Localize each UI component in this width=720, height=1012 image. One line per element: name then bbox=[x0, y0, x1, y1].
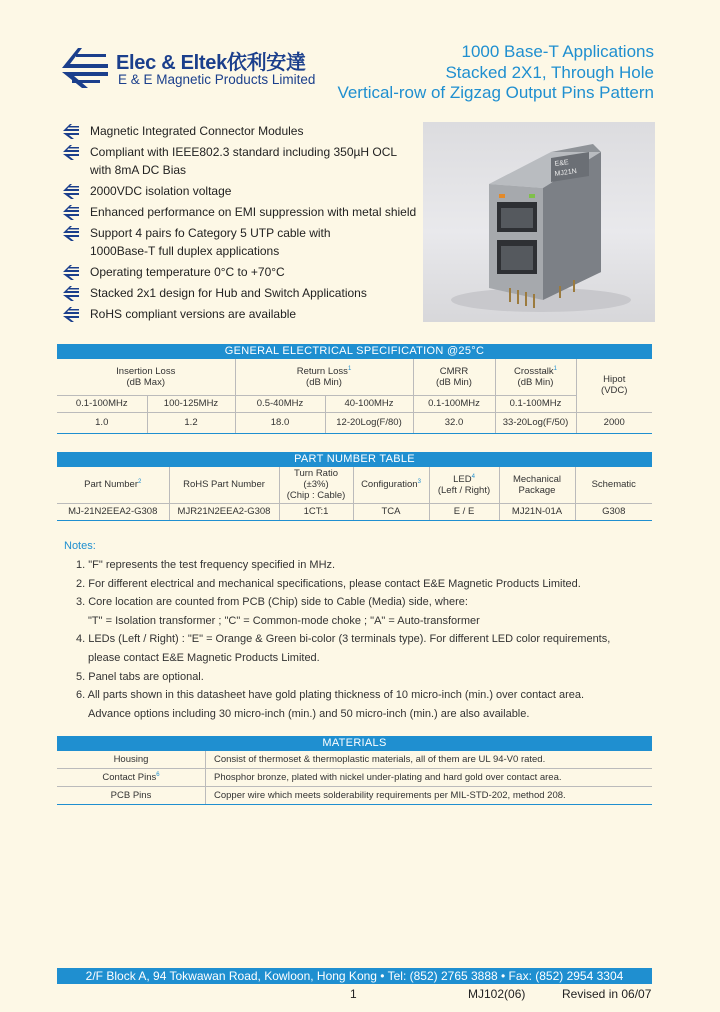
feature-text: Support 4 pairs fo Category 5 UTP cable with bbox=[90, 226, 331, 240]
materials-row bbox=[57, 787, 652, 805]
note-item: 5. Panel tabs are optional. bbox=[76, 670, 204, 683]
bullet-icon bbox=[62, 183, 80, 204]
material-key: Contact Pins$^6$ bbox=[57, 769, 206, 787]
freq-cell: 100-125MHz bbox=[147, 395, 235, 412]
jack-label-1: E&E bbox=[554, 159, 570, 168]
value-cell: 18.0 bbox=[235, 412, 325, 433]
part-cell: 1CT:1 bbox=[279, 503, 353, 520]
page-number: 1 bbox=[350, 987, 357, 1001]
material-value: Phosphor bronze, plated with nickel under-plating and hard gold over contact area. bbox=[206, 769, 653, 787]
mechanical-header: Mechanical Package bbox=[499, 467, 575, 503]
revision-date: Revised in 06/07 bbox=[562, 987, 652, 1001]
electrical-spec-section bbox=[57, 344, 652, 434]
title-line-1: 1000 Base-T Applications bbox=[461, 42, 654, 61]
bullet-icon bbox=[62, 264, 80, 285]
notes-title: Notes: bbox=[64, 540, 96, 552]
value-cell: 12-20Log(F/80) bbox=[325, 412, 413, 433]
freq-cell: 0.5-40MHz bbox=[235, 395, 325, 412]
electrical-spec-title: GENERAL ELECTRICAL SPECIFICATION @25°C bbox=[57, 344, 652, 359]
document-number: MJ102(06) bbox=[468, 987, 526, 1001]
rohs-part-header: RoHS Part Number bbox=[169, 467, 279, 503]
material-key: Housing bbox=[57, 751, 206, 769]
part-cell: MJ21N-01A bbox=[499, 503, 575, 520]
feature-item bbox=[60, 143, 420, 179]
value-cell: 32.0 bbox=[413, 412, 495, 433]
led-header: LED$^4$ (Left / Right) bbox=[429, 467, 499, 503]
company-logo-icon bbox=[60, 44, 112, 92]
footer-address: 2/F Block A, 94 Tokwawan Road, Kowloon, Hong Kong • Tel: (852) 2765 3888 • Fax: (852) 2954 3304 bbox=[57, 968, 652, 984]
document-title bbox=[337, 42, 654, 104]
material-value: Copper wire which meets solderability requirements per MIL-STD-202, method 208. bbox=[206, 787, 653, 805]
materials-row bbox=[57, 751, 652, 769]
part-cell: MJ-21N2EEA2-G308 bbox=[57, 503, 169, 520]
note-item: 4. LEDs (Left / Right) : "E" = Orange & Green bi-color (3 terminals type). For different LED color requirements, please contact E&E Magnetic Products Limited. bbox=[76, 633, 611, 664]
material-value: Consist of thermoset & thermoplastic materials, all of them are UL 94-V0 rated. bbox=[206, 751, 653, 769]
freq-cell: 0.1-100MHz bbox=[413, 395, 495, 412]
feature-list bbox=[60, 122, 420, 326]
part-row bbox=[57, 503, 652, 520]
bullet-icon bbox=[62, 285, 80, 306]
part-cell: G308 bbox=[575, 503, 652, 520]
product-photo bbox=[423, 122, 655, 322]
feature-text: Operating temperature 0°C to +70°C bbox=[90, 265, 285, 279]
feature-item bbox=[60, 203, 420, 221]
bullet-icon bbox=[62, 144, 80, 165]
materials-row bbox=[57, 769, 652, 787]
company-subtitle: E & E Magnetic Products Limited bbox=[118, 72, 316, 87]
part-number-table bbox=[57, 467, 652, 521]
bullet-icon bbox=[62, 225, 80, 246]
materials-table bbox=[57, 751, 652, 805]
turn-ratio-header: Turn Ratio (±3%) (Chip : Cable) bbox=[279, 467, 353, 503]
feature-item bbox=[60, 263, 420, 281]
freq-cell: 0.1-100MHz bbox=[57, 395, 147, 412]
value-cell: 2000 bbox=[576, 412, 652, 433]
material-key: PCB Pins bbox=[57, 787, 206, 805]
feature-item bbox=[60, 122, 420, 140]
note-item: 3. Core location are counted from PCB (Chip) side to Cable (Media) side, where: "T" = Isolation transformer ; "C" = Common-mode choke ; "A" = Auto-transformer bbox=[76, 596, 480, 627]
electrical-spec-table bbox=[57, 359, 652, 434]
value-cell: 1.0 bbox=[57, 412, 147, 433]
return-loss-header: Return Loss$^1$ (dB Min) bbox=[235, 359, 413, 395]
feature-text: Stacked 2x1 design for Hub and Switch Applications bbox=[90, 286, 367, 300]
value-cell: 1.2 bbox=[147, 412, 235, 433]
feature-text: Enhanced performance on EMI suppression with metal shield bbox=[90, 205, 417, 219]
frequency-row bbox=[57, 395, 652, 412]
feature-text: Compliant with IEEE802.3 standard including 350µH OCL bbox=[90, 145, 398, 159]
materials-section bbox=[57, 736, 652, 805]
feature-item bbox=[60, 284, 420, 302]
materials-title: MATERIALS bbox=[57, 736, 652, 751]
part-cell: E / E bbox=[429, 503, 499, 520]
part-number-section bbox=[57, 452, 652, 521]
feature-text: 2000VDC isolation voltage bbox=[90, 184, 232, 198]
note-item: 6. All parts shown in this datasheet have gold plating thickness of 10 micro-inch (min.) over contact area. Advance options including 30 micro-inch (min.) and 50 micro-inch (min.) are also available. bbox=[76, 689, 585, 720]
part-cell: MJR21N2EEA2-G308 bbox=[169, 503, 279, 520]
feature-text-cont: with 8mA DC Bias bbox=[90, 163, 187, 177]
feature-item bbox=[60, 224, 420, 260]
freq-cell: 0.1-100MHz bbox=[495, 395, 576, 412]
hipot-header: Hipot (VDC) bbox=[576, 359, 652, 412]
part-cell: TCA bbox=[353, 503, 429, 520]
bullet-icon bbox=[62, 204, 80, 225]
value-row bbox=[57, 412, 652, 433]
value-cell: 33-20Log(F/50) bbox=[495, 412, 576, 433]
company-logo bbox=[60, 42, 316, 94]
title-line-2: Stacked 2X1, Through Hole bbox=[445, 62, 654, 82]
feature-item bbox=[60, 182, 420, 200]
bullet-icon bbox=[62, 306, 80, 327]
feature-text-cont: 1000Base-T full duplex applications bbox=[90, 244, 280, 258]
schematic-header: Schematic bbox=[575, 467, 652, 503]
feature-item bbox=[60, 305, 420, 323]
cmrr-header: CMRR (dB Min) bbox=[413, 359, 495, 395]
jack-label-2: MJ21N bbox=[554, 167, 578, 178]
bullet-icon bbox=[62, 123, 80, 144]
company-name: Elec & Eltek依利安達 bbox=[116, 52, 306, 74]
part-number-header: Part Number$^2$ bbox=[57, 467, 169, 503]
insertion-loss-header: Insertion Loss (dB Max) bbox=[57, 359, 235, 395]
crosstalk-header: Crosstalk$^1$ (dB Min) bbox=[495, 359, 576, 395]
title-line-3: Vertical-row of Zigzag Output Pins Pattern bbox=[337, 83, 654, 102]
connector-illustration bbox=[423, 122, 655, 322]
notes-list bbox=[76, 556, 676, 723]
note-item: 2. For different electrical and mechanical specifications, please contact E&E Magnetic Products Limited. bbox=[76, 577, 581, 590]
part-number-title: PART NUMBER TABLE bbox=[57, 452, 652, 467]
feature-text: RoHS compliant versions are available bbox=[90, 307, 297, 321]
configuration-header: Configuration$^3$ bbox=[353, 467, 429, 503]
note-item: 1. "F" represents the test frequency specified in MHz. bbox=[76, 559, 336, 571]
feature-text: Magnetic Integrated Connector Modules bbox=[90, 124, 304, 138]
freq-cell: 40-100MHz bbox=[325, 395, 413, 412]
